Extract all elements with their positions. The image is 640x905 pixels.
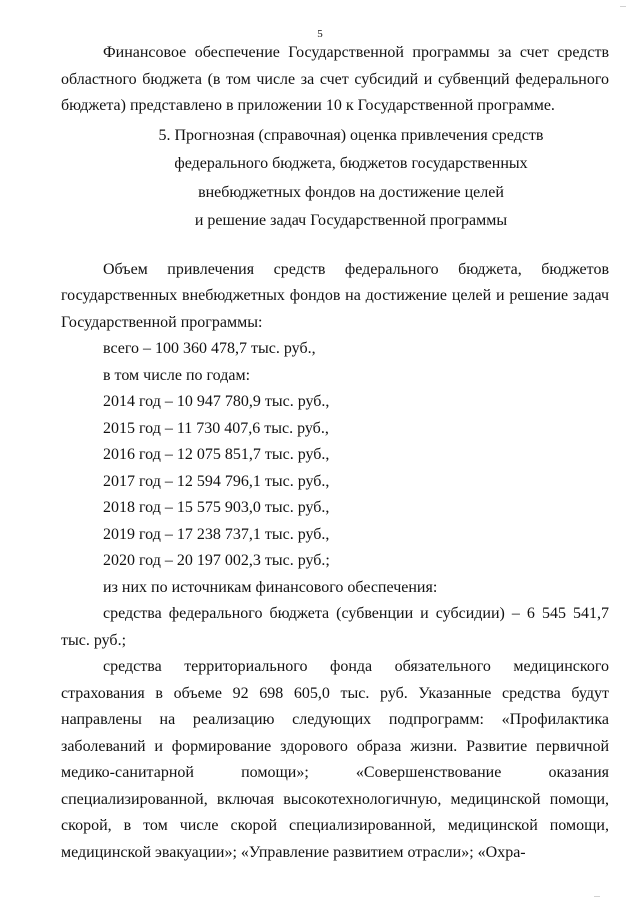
total-line: всего – 100 360 478,7 тыс. руб., xyxy=(103,340,316,357)
year-line: 2018 год – 15 575 903,0 тыс. руб., xyxy=(103,499,330,516)
year-line: 2017 год – 12 594 796,1 тыс. руб., xyxy=(103,472,330,490)
section-heading-line: федерального бюджета, бюджетов государственных xyxy=(174,155,528,172)
corner-mark: ... xyxy=(620,0,626,9)
sources-label: из них по источникам финансового обеспечения: xyxy=(103,578,438,596)
section-heading-line: 5. Прогнозная (справочная) оценка привлечения средств xyxy=(158,126,544,144)
paragraph-volume: Объем привлечения средств федерального бюджета, бюджетов государственных внебюджетных фондов на достижение целей и решение задач Государственной программы: xyxy=(61,260,609,331)
section-heading xyxy=(93,122,609,236)
page-number: 5 xyxy=(317,28,323,40)
by-years-label: в том числе по годам: xyxy=(103,366,251,384)
section-heading-line: и решение задач Государственной программы xyxy=(194,212,508,229)
year-line: 2020 год – 20 197 002,3 тыс. руб.; xyxy=(103,552,330,569)
year-line: 2015 год – 11 730 407,6 тыс. руб., xyxy=(103,419,329,437)
paragraph-financing: Финансовое обеспечение Государственной программы за счет средств областного бюджета (в том числе за счет субсидий и субвенций федерального бюджета) представлено в приложении 10 к Государственной программе. xyxy=(61,44,609,114)
document-body xyxy=(61,40,609,866)
footer-mark: ... xyxy=(594,890,600,899)
paragraph-territorial-fund: средства территориального фонда обязательного медицинского страхования в объеме 92 698 605,0 тыс. руб. Указанные средства будут направлены на реализацию следующих подпрограмм: «Профилактика заболеваний и формирование здорового образа жизни. Развитие первичной медико-санитарной помощи»; «Совершенствование оказания специализированной, включая высокотехнологичную, медицинской помощи, скорой, в том числе скорой специализированной, медицинской помощи, медицинской эвакуации»; «Управление развитием отрасли»; «Охра- xyxy=(61,658,609,861)
year-line: 2019 год – 17 238 737,1 тыс. руб., xyxy=(103,525,330,543)
year-line: 2014 год – 10 947 780,9 тыс. руб., xyxy=(103,393,330,410)
year-line: 2016 год – 12 075 851,7 тыс. руб., xyxy=(103,446,330,463)
federal-funds-line: средства федерального бюджета (субвенции и субсидии) – 6 545 541,7 тыс. руб.; xyxy=(61,605,609,649)
spacer xyxy=(61,236,609,257)
section-heading-line: внебюджетных фондов на достижение целей xyxy=(198,183,504,201)
